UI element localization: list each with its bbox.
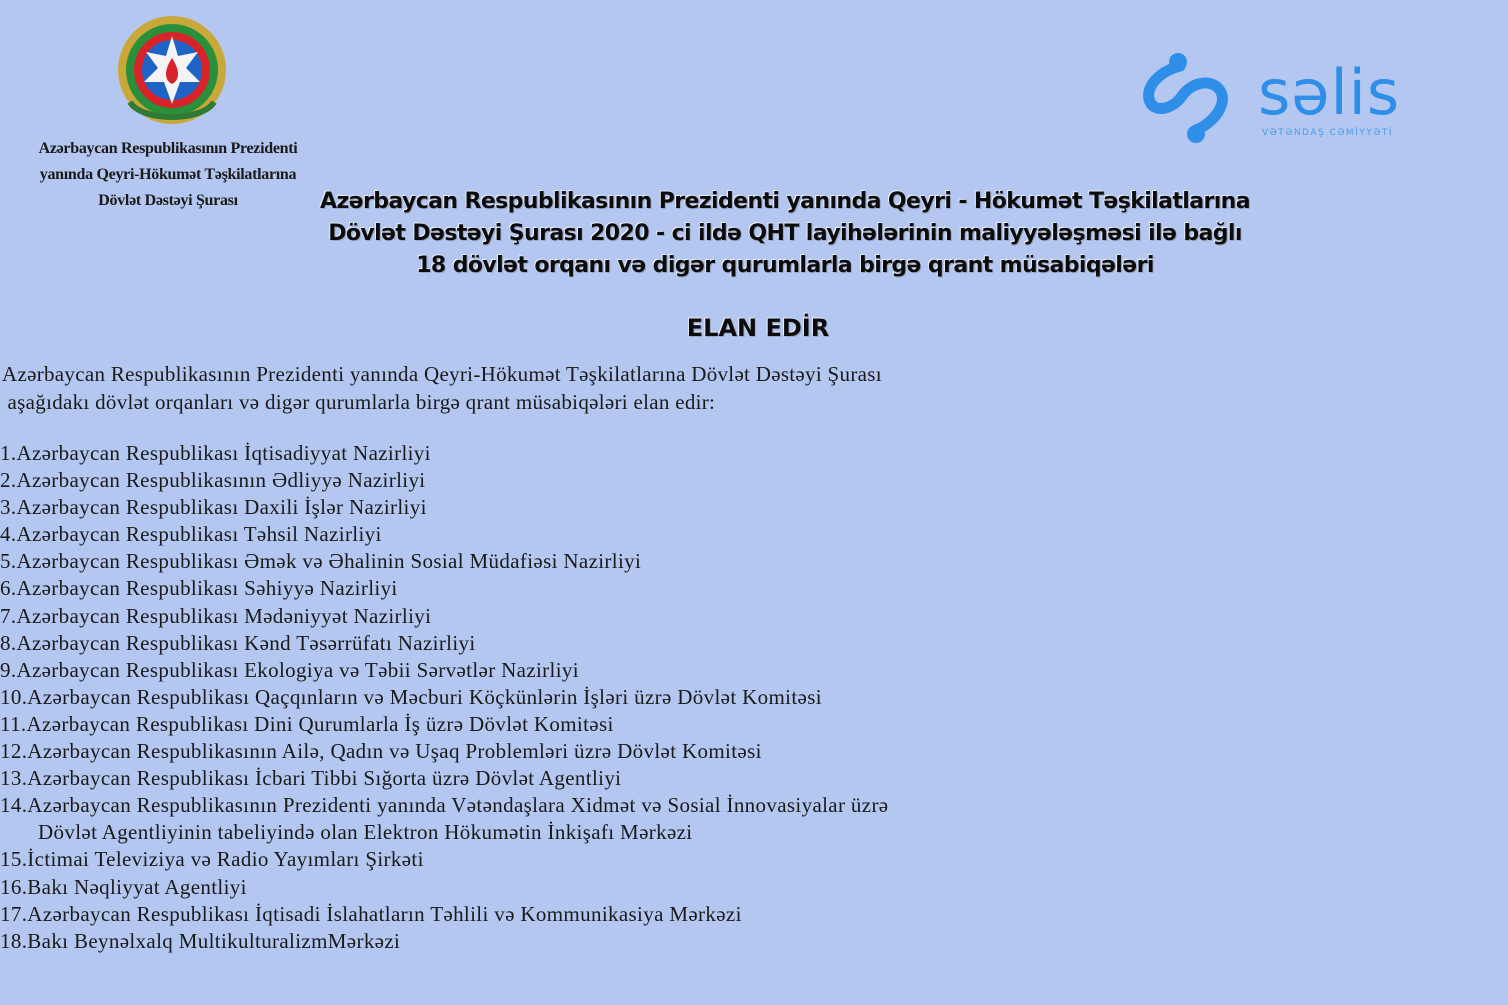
headline <box>300 186 1270 282</box>
list-item: 5.Azərbaycan Respublikası Əmək və Əhalinin Sosial Müdafiəsi Nazirliyi <box>0 549 642 574</box>
list-item <box>0 792 1290 846</box>
list-item-continuation: Dövlət Agentliyinin tabeliyində olan Elektron Hökumətin İnkişafı Mərkəzi <box>38 820 693 845</box>
council-name <box>0 136 336 214</box>
list-item: 7.Azərbaycan Respublikası Mədəniyyət Nazirliyi <box>0 603 432 628</box>
list-item-text: 14.Azərbaycan Respublikasının Prezidenti yanında Vətəndaşlara Xidmət və Sosial İnnovasiyalar üzrə <box>0 793 889 818</box>
brand-name: səlis <box>1258 56 1401 129</box>
headline-line: Azərbaycan Respublikasının Prezidenti yanında Qeyri - Hökumət Təşkilatlarına <box>320 189 1250 214</box>
intro-paragraph <box>2 360 1282 416</box>
list-item: 9.Azərbaycan Respublikası Ekologiya və Təbii Sərvətlər Nazirliyi <box>0 657 579 682</box>
list-item: 10.Azərbaycan Respublikası Qaçqınların və Məcburi Köçkünlərin İşləri üzrə Dövlət Komitəsi <box>0 684 822 709</box>
list-item: 15.İctimai Televiziya və Radio Yayımları Şirkəti <box>0 847 424 872</box>
intro-line: Azərbaycan Respublikasının Prezidenti yanında Qeyri-Hökumət Təşkilatlarına Dövlət Dəstəyi Şurası <box>2 362 882 386</box>
brand-subtitle: VƏTƏNDAŞ CƏMİYYƏTİ <box>1262 128 1394 138</box>
list-item: 13.Azərbaycan Respublikası İcbari Tibbi Sığorta üzrə Dövlət Agentliyi <box>0 766 622 791</box>
council-name-line: Dövlət Dəstəyi Şurası <box>98 192 238 209</box>
list-item: 11.Azərbaycan Respublikası Dini Qurumlarla İş üzrə Dövlət Komitəsi <box>0 711 614 736</box>
council-name-line: yanında Qeyri-Hökumət Təşkilatlarına <box>39 166 297 183</box>
organization-list <box>0 440 1290 955</box>
list-item: 16.Bakı Nəqliyyat Agentliyi <box>0 874 247 899</box>
list-item: 6.Azərbaycan Respublikası Səhiyyə Nazirliyi <box>0 576 398 601</box>
list-item: 8.Azərbaycan Respublikası Kənd Təsərrüfatı Nazirliyi <box>0 630 476 655</box>
announce-label: ELAN EDİR <box>686 314 830 342</box>
list-item: 3.Azərbaycan Respublikası Daxili İşlər Nazirliyi <box>0 495 427 520</box>
intro-line: aşağıdakı dövlət orqanları və digər qurumlarla birgə qrant müsabiqələri elan edir: <box>2 390 716 414</box>
list-item: 2.Azərbaycan Respublikasının Ədliyyə Nazirliyi <box>0 468 426 493</box>
list-item: 17.Azərbaycan Respublikası İqtisadi İslahatların Təhlili və Kommunikasiya Mərkəzi <box>0 901 742 926</box>
headline-line: 18 dövlət orqanı və digər qurumlarla birgə qrant müsabiqələri <box>416 253 1154 278</box>
list-item: 18.Bakı Beynəlxalq MultikulturalizmMərkəzi <box>0 928 401 953</box>
list-item: 4.Azərbaycan Respublikası Təhsil Nazirliyi <box>0 522 382 547</box>
azerbaijan-emblem-icon <box>112 14 232 130</box>
headline-line: Dövlət Dəstəyi Şurası 2020 - ci ildə QHT layihələrinin maliyyələşməsi ilə bağlı <box>328 221 1242 246</box>
council-name-line: Azərbaycan Respublikasının Prezidenti <box>38 140 298 157</box>
list-item: 1.Azərbaycan Respublikası İqtisadiyyat Nazirliyi <box>0 441 431 465</box>
salis-logo-icon <box>1136 48 1256 148</box>
list-item: 12.Azərbaycan Respublikasının Ailə, Qadın və Uşaq Problemləri üzrə Dövlət Komitəsi <box>0 739 762 764</box>
